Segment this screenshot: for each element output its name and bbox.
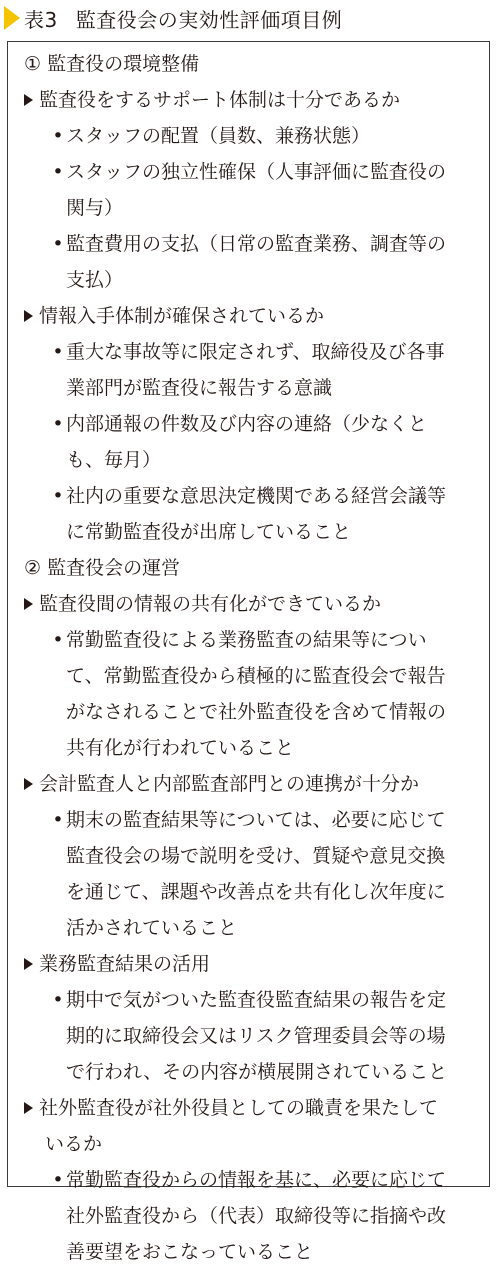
detail-item-text-cont: 社外監査役から（代表）取締役等に指摘や改 [66,1205,447,1227]
dot-bullet-icon: • [52,485,64,507]
evaluation-items-box [7,41,490,1263]
table-number: 表3 [24,7,58,32]
dot-bullet-icon: • [52,341,64,363]
detail-item [24,406,479,442]
check-item-label: 監査役をするサポート体制は十分であるか [39,89,401,111]
detail-item-text-cont: 監査役会の場で説明を受け、質疑や意見交換 [66,845,446,867]
detail-item-text: 重大な事故等に限定されず、取締役及び各事 [66,341,445,363]
detail-item [24,478,479,514]
evaluation-list [24,46,479,1270]
section-heading: ① 監査役の環境整備 [24,53,200,75]
triangle-bullet-icon [24,598,33,610]
detail-item-text: スタッフの独立性確保（人事評価に監査役の [66,161,447,183]
detail-item-text-cont: 支払） [66,269,124,291]
detail-item-text-cont: も、毎月） [66,449,162,471]
triangle-bullet-icon [24,1102,33,1114]
detail-item-text-cont: て、常勤監査役から積極的に監査役会で報告 [66,665,446,687]
check-item-label: 会計監査人と内部監査部門との連携が十分か [39,773,420,795]
check-item [24,586,479,622]
detail-item [24,622,479,658]
table-title: 監査役会の実効性評価項目例 [75,7,343,32]
dot-bullet-icon: • [52,1169,64,1191]
section-heading: ② 監査役会の運営 [24,557,181,579]
triangle-bullet-icon [24,310,33,322]
detail-item-text-cont: を通じて、課題や改善点を共有化し次年度に [66,881,446,903]
check-item [24,298,479,334]
check-item-label: 業務監査結果の活用 [39,953,211,975]
check-item [24,1090,479,1126]
dot-bullet-icon: • [52,161,64,183]
detail-item-text: 常勤監査役からの情報を基に、必要に応じて [66,1169,447,1191]
caption-marker-icon [4,6,20,30]
detail-item-text-cont: 活かされていること [66,917,238,939]
detail-item-text: スタッフの配置（員数、兼務状態） [66,125,371,147]
detail-item-text: 期中で気がついた監査役監査結果の報告を定 [66,989,447,1011]
dot-bullet-icon: • [52,989,64,1011]
detail-item-text-cont: がなされることで社外監査役を含めて情報の [66,701,447,723]
table-caption [0,0,500,36]
detail-item-text-cont: に常勤監査役が出席していること [66,521,352,543]
triangle-bullet-icon [24,94,33,106]
detail-item-text-cont: 業部門が監査役に報告する意識 [66,377,333,399]
triangle-bullet-icon [24,958,33,970]
detail-item-text-cont: 善要望をおこなっていること [66,1241,314,1263]
detail-item-text-cont: で行われ、その内容が横展開されていること [66,1061,448,1083]
detail-item-text: 常勤監査役による業務監査の結果等につい [66,629,427,651]
detail-item [24,802,479,838]
check-item-label: 社外監査役が社外役員としての職責を果たして [39,1097,439,1119]
detail-item [24,226,479,262]
check-item [24,82,479,118]
detail-item [24,334,479,370]
detail-item-text: 期末の監査結果等については、必要に応じて [66,809,446,831]
detail-item-text: 内部通報の件数及び内容の連絡（少なくと [66,413,428,435]
check-item-label-cont: いるか [45,1133,103,1155]
dot-bullet-icon: • [52,125,64,147]
detail-item [24,118,479,154]
check-item [24,766,479,802]
caption-text [24,4,342,33]
check-item-label: 監査役間の情報の共有化ができているか [39,593,382,615]
triangle-bullet-icon [24,778,33,790]
check-item [24,946,479,982]
detail-item-text-cont: 共有化が行われていること [66,737,295,759]
check-item-label: 情報入手体制が確保されているか [39,305,325,327]
dot-bullet-icon: • [52,413,64,435]
dot-bullet-icon: • [52,809,64,831]
detail-item [24,982,479,1018]
detail-item-text: 監査費用の支払（日常の監査業務、調査等の [66,233,447,255]
detail-item-text: 社内の重要な意思決定機関である経営会議等 [66,485,447,507]
dot-bullet-icon: • [52,629,64,651]
detail-item-text-cont: 関与） [66,197,124,219]
detail-item [24,154,479,190]
dot-bullet-icon: • [52,233,64,255]
detail-item-text-cont: 期的に取締役会又はリスク管理委員会等の場 [66,1025,446,1047]
